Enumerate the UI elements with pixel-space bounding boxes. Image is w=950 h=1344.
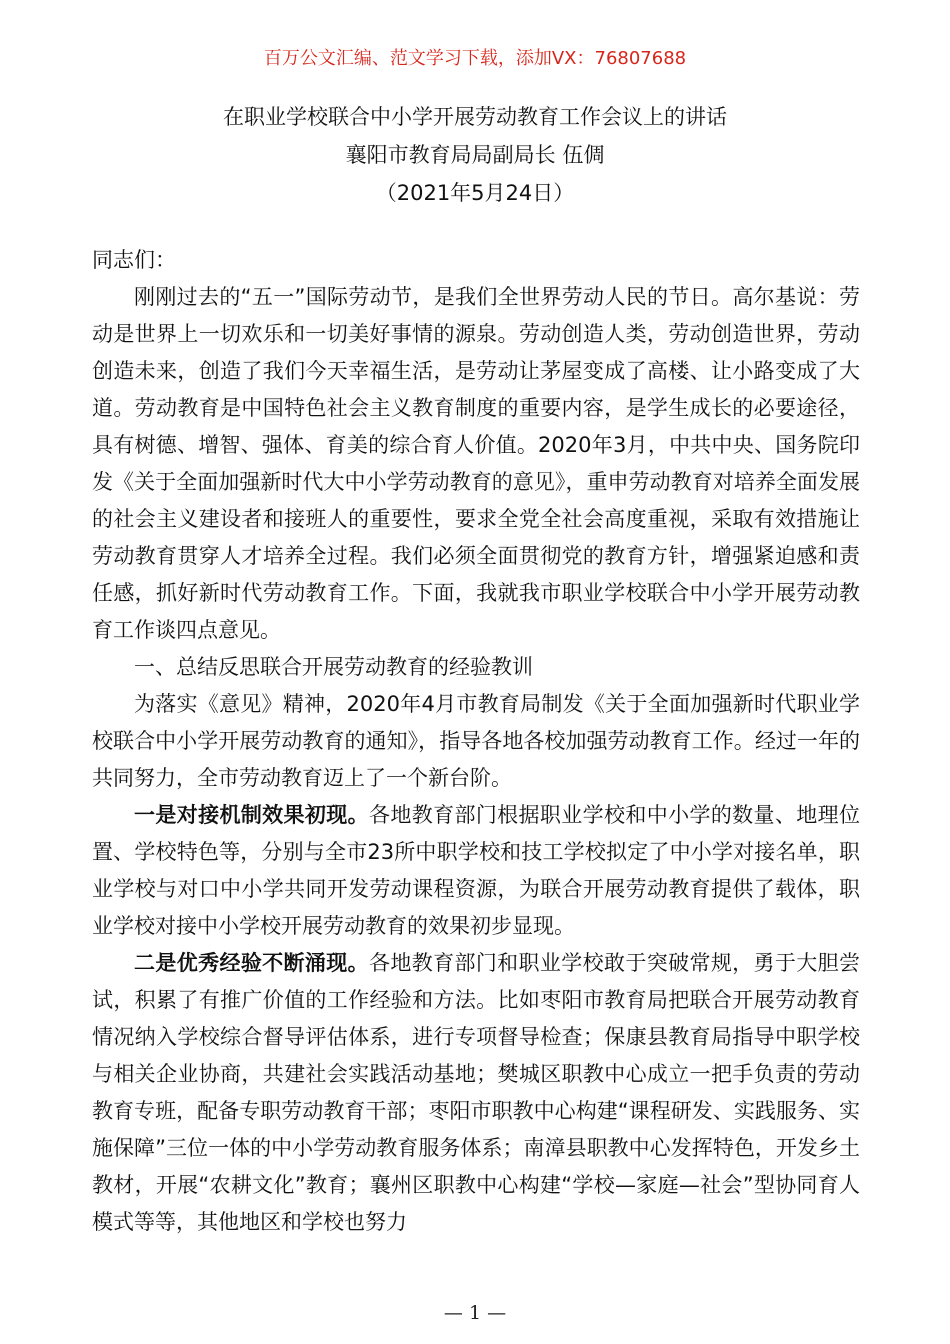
point-2-text: 各地教育部门和职业学校敢于突破常规，勇于大胆尝试，积累了有推广价值的工作经验和方法。比如枣阳市教育局把联合开展劳动教育情况纳入学校综合督导评估体系，进行专项督导检查；保康县教育局指导中职学校与相关企业协商，共建社会实践活动基地；樊城区职教中心成立一把手负责的劳动教育专班，配备专职劳动教育干部；枣阳市职教中心构建“课程研发、实践服务、实施保障”三位一体的中小学劳动教育服务体系；南漳县职教中心发挥特色，开发乡土教材，开展“农耕文化”教育；襄州区职教中心构建“学校—家庭—社会”型协同育人模式等等，其他地区和学校也努力 — [92, 951, 860, 1234]
section-heading-1: 一、总结反思联合开展劳动教育的经验教训 — [134, 655, 533, 679]
speech-body — [92, 242, 860, 1241]
paragraph-implementation: 为落实《意见》精神，2020年4月市教育局制发《关于全面加强新时代职业学校联合中小学开展劳动教育的通知》，指导各地各校加强劳动教育工作。经过一年的共同努力，全市劳动教育迈上了一个新台阶。 — [92, 692, 860, 790]
page-number: — 1 — — [443, 1302, 507, 1324]
point-1-lead: 一是对接机制效果初现。 — [134, 803, 369, 827]
header-banner: 百万公文汇编、范文学习下载，添加VX：76807688 — [263, 48, 687, 69]
paragraph-point-1 — [92, 797, 860, 945]
speech-date: （2021年5月24日） — [375, 181, 575, 205]
speaker-line: 襄阳市教育局局副局长 伍倜 — [345, 143, 605, 167]
point-1-text: 各地教育部门根据职业学校和中小学的数量、地理位置、学校特色等，分别与全市23所中职学校和技工学校拟定了中小学对接名单，职业学校与对口中小学共同开发劳动课程资源，为联合开展劳动教育提供了载体，职业学校对接中小学校开展劳动教育的效果初步显现。 — [92, 803, 860, 938]
paragraph-intro: 刚刚过去的“五一”国际劳动节，是我们全世界劳动人民的节日。高尔基说：劳动是世界上一切欢乐和一切美好事情的源泉。劳动创造人类，劳动创造世界，劳动创造未来，创造了我们今天幸福生活，是劳动让茅屋变成了高楼、让小路变成了大道。劳动教育是中国特色社会主义教育制度的重要内容，是学生成长的必要途径，具有树德、增智、强体、育美的综合育人价值。2020年3月，中共中央、国务院印发《关于全面加强新时代大中小学劳动教育的意见》，重申劳动教育对培养全面发展的社会主义建设者和接班人的重要性，要求全党全社会高度重视，采取有效措施让劳动教育贯穿人才培养全过程。我们必须全面贯彻党的教育方针，增强紧迫感和责任感，抓好新时代劳动教育工作。下面，我就我市职业学校联合中小学开展劳动教育工作谈四点意见。 — [92, 285, 860, 642]
point-2-lead: 二是优秀经验不断涌现。 — [134, 951, 369, 975]
paragraph-point-2 — [92, 945, 860, 1241]
speech-title-block — [0, 98, 950, 212]
speech-title: 在职业学校联合中小学开展劳动教育工作会议上的讲话 — [223, 105, 727, 129]
greeting: 同志们： — [92, 248, 176, 272]
